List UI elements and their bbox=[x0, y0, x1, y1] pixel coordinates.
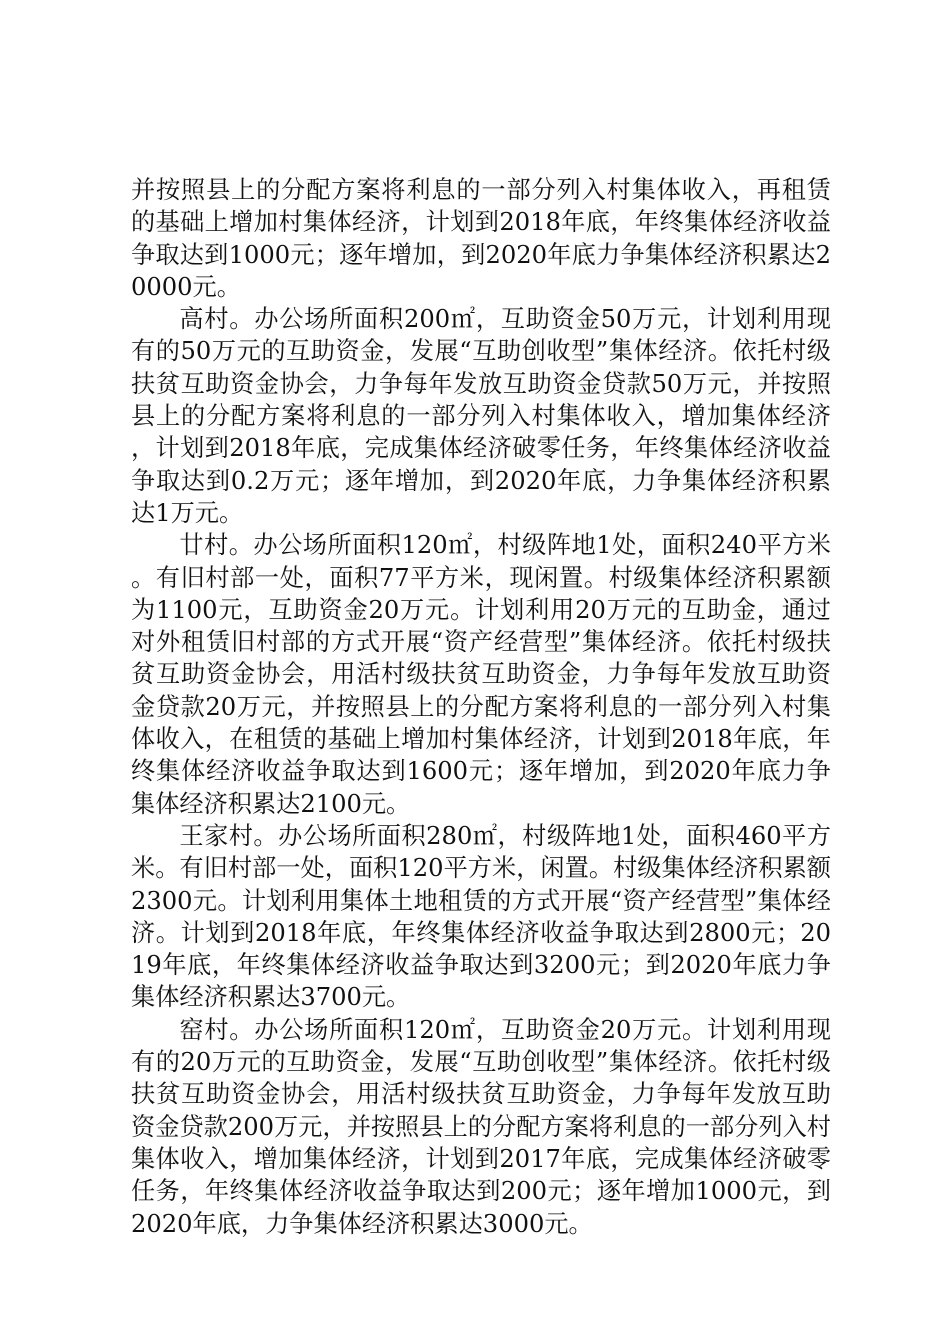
paragraph-nian-village: 廿村。办公场所面积120㎡，村级阵地1处，面积240平方米。有旧村部一处，面积77平方米，现闲置。村级集体经济积累额为1100元，互助资金20万元。计划利用20万元的互助金，通过对外租赁旧村部的方式开展“资产经营型”集体经济。依托村级扶贫互助资金协会，用活村级扶贫互助资金，力争每年发放互助资金贷款20万元，并按照县上的分配方案将利息的一部分列入村集体收入，在租赁的基础上增加村集体经济，计划到2018年底，年终集体经济收益争取达到1600元；逐年增加，到2020年底力争集体经济积累达2100元。 bbox=[131, 531, 831, 818]
paragraph-yao-village: 窑村。办公场所面积120㎡，互助资金20万元。计划利用现有的20万元的互助资金，发展“互助创收型”集体经济。依托村级扶贫互助资金协会，用活村级扶贫互助资金，力争每年发放互助资金贷款200万元，并按照县上的分配方案将利息的一部分列入村集体收入，增加集体经济，计划到2017年底，完成集体经济破零任务，年终集体经济收益争取达到200元；逐年增加1000元，到2020年底，力争集体经济积累达3000元。 bbox=[131, 1015, 831, 1238]
paragraph-wangjia-village: 王家村。办公场所面积280㎡，村级阵地1处，面积460平方米。有旧村部一处，面积120平方米，闲置。村级集体经济积累额2300元。计划利用集体土地租赁的方式开展“资产经营型”集体经济。计划到2018年底，年终集体经济收益争取达到2800元；2019年底，年终集体经济收益争取达到3200元；到2020年底力争集体经济积累达3700元。 bbox=[131, 821, 831, 1012]
paragraph-continuation: 并按照县上的分配方案将利息的一部分列入村集体收入，再租赁的基础上增加村集体经济，计划到2018年底，年终集体经济收益争取达到1000元；逐年增加，到2020年底力争集体经济积累达20000元。 bbox=[131, 176, 831, 301]
paragraph-gao-village: 高村。办公场所面积200㎡，互助资金50万元，计划利用现有的50万元的互助资金，发展“互助创收型”集体经济。依托村级扶贫互助资金协会，力争每年发放互助资金贷款50万元，并按照县上的分配方案将利息的一部分列入村集体收入，增加集体经济，计划到2018年底，完成集体经济破零任务，年终集体经济收益争取达到0.2万元；逐年增加，到2020年底，力争集体经济积累达1万元。 bbox=[131, 305, 831, 527]
document-page bbox=[131, 174, 831, 1240]
